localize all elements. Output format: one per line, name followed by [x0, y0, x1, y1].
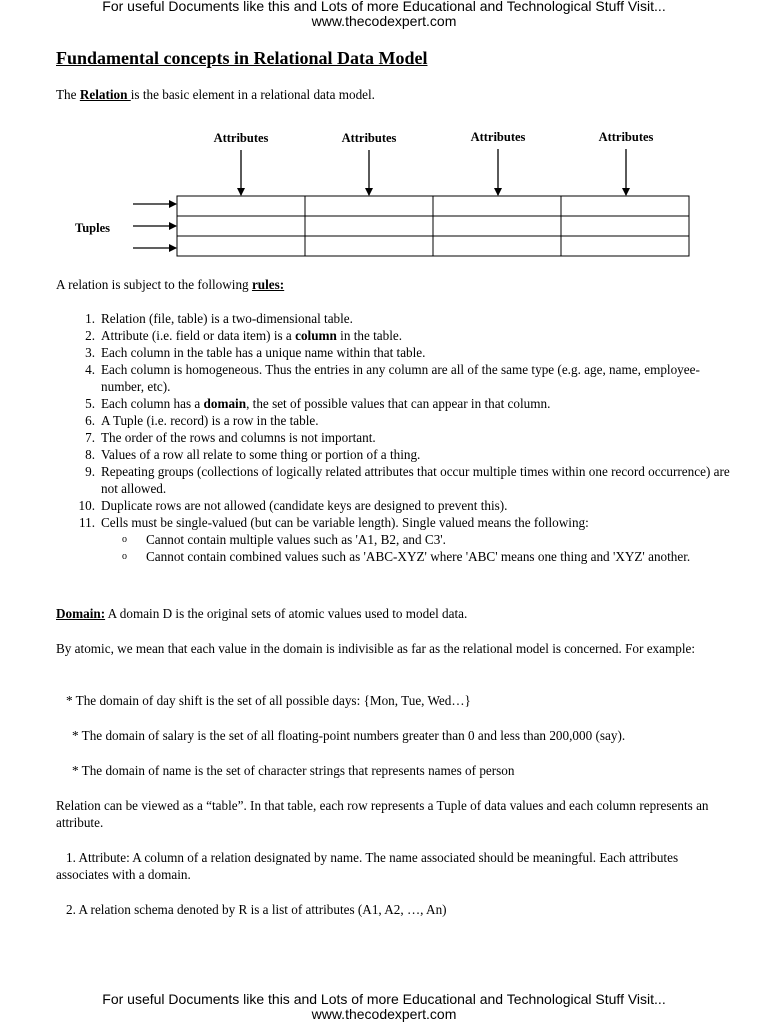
rule-number: 11. [79, 515, 95, 530]
footer-site-url: www.thecodexpert.com [311, 1006, 457, 1022]
rule-text: , the set of possible values that can appear in that column. [246, 396, 551, 411]
attribute-label: Attributes [213, 131, 269, 145]
rule-text: Each column is homogeneous. Thus the entries in any column are all of the same type (e.g. age, name, employee-number, etc). [101, 362, 700, 394]
rule-text: Cells must be single-valued (but can be variable length). Single valued means the following: [101, 515, 589, 530]
rule-number: 5. [85, 396, 95, 411]
rule-number: 10. [78, 498, 95, 513]
rule-item [56, 463, 736, 497]
domain-definition [56, 605, 726, 622]
attribute-label: Attributes [470, 130, 526, 144]
rule-number: 4. [85, 362, 95, 377]
intro-paragraph [56, 86, 726, 103]
rule-text: The order of the rows and columns is not important. [101, 430, 376, 445]
header-site-url: www.thecodexpert.com [311, 13, 457, 29]
rules-term: rules: [251, 277, 285, 292]
sub-rule-text: Cannot contain multiple values such as 'A1, B2, and C3'. [146, 532, 446, 547]
intro-prefix: The [56, 87, 80, 102]
rule-text: Each column in the table has a unique name within that table. [101, 345, 426, 360]
rule-number: 7. [85, 430, 95, 445]
bullet-marker: o [122, 534, 127, 545]
rule-text: Repeating groups (collections of logically related attributes that occur multiple times within one record occurrence) are not allowed. [101, 464, 730, 496]
rule-item [56, 361, 736, 395]
example-day-shift: * The domain of day shift is the set of all possible days: {Mon, Tue, Wed…} [66, 693, 471, 708]
rule-bold-term: column [295, 328, 337, 343]
table-paragraph: Relation can be viewed as a “table”. In that table, each row represents a Tuple of data values and each column represents an attribute. [56, 798, 709, 830]
attribute-definition: 1. Attribute: A column of a relation designated by name. The name associated should be meaningful. Each attributes associates with a domain. [56, 850, 679, 882]
rule-item [56, 327, 736, 344]
sub-rule-text: Cannot contain combined values such as 'ABC-XYZ' where 'ABC' means one thing and 'XYZ' another. [146, 549, 691, 564]
example-name: * The domain of name is the set of character strings that represents names of person [72, 763, 515, 778]
rule-item [56, 412, 736, 429]
page-footer [0, 992, 768, 1022]
relation-diagram [0, 120, 768, 265]
rule-sub-list [101, 531, 736, 565]
rules-intro [56, 276, 726, 293]
intro-suffix: is the basic element in a relational data model. [130, 87, 375, 102]
rule-text: Each column has a [101, 396, 204, 411]
relation-schema-definition: 2. A relation schema denoted by R is a list of attributes (A1, A2, …, An) [66, 902, 447, 917]
domain-term: Domain: [56, 606, 106, 621]
footer-promo-text: For useful Documents like this and Lots of more Educational and Technological Stuff Visit... [102, 991, 666, 1007]
rule-number: 6. [85, 413, 95, 428]
relation-term: Relation [79, 87, 131, 102]
rule-number: 2. [85, 328, 95, 343]
attribute-label: Attributes [598, 130, 654, 144]
rule-number: 8. [85, 447, 95, 462]
rule-number: 3. [85, 345, 95, 360]
rule-item [56, 429, 736, 446]
sub-rule-item [101, 531, 736, 548]
rule-text: Values of a row all relate to some thing or portion of a thing. [101, 447, 421, 462]
rule-item [56, 344, 736, 361]
rule-bold-term: domain [203, 396, 247, 411]
document-title: Fundamental concepts in Relational Data Model [56, 48, 428, 68]
rule-item [56, 446, 736, 463]
rule-item [56, 310, 736, 327]
rule-text: Relation (file, table) is a two-dimensional table. [101, 311, 353, 326]
header-promo-text: For useful Documents like this and Lots of more Educational and Technological Stuff Visit... [102, 0, 666, 14]
tuples-label: Tuples [75, 221, 110, 235]
attribute-label: Attributes [341, 131, 397, 145]
rule-item [56, 395, 736, 412]
atomic-paragraph: By atomic, we mean that each value in the domain is indivisible as far as the relational model is concerned. For example: [56, 641, 696, 656]
sub-rule-item [101, 548, 736, 565]
relation-table-grid [177, 196, 689, 256]
rule-text: Attribute (i.e. field or data item) is a [101, 328, 296, 343]
rule-number: 9. [85, 464, 95, 479]
bullet-marker: o [122, 551, 127, 562]
page-header [0, 0, 768, 29]
rule-text: Duplicate rows are not allowed (candidate keys are designed to prevent this). [101, 498, 508, 513]
rule-text: A Tuple (i.e. record) is a row in the table. [101, 413, 319, 428]
rules-list [56, 310, 736, 565]
rule-item [56, 497, 736, 514]
domain-text: A domain D is the original sets of atomic values used to model data. [105, 606, 468, 621]
rule-item [56, 514, 736, 565]
rules-intro-prefix: A relation is subject to the following [56, 277, 252, 292]
rule-number: 1. [85, 311, 95, 326]
rule-text: in the table. [336, 328, 403, 343]
example-salary: * The domain of salary is the set of all floating-point numbers greater than 0 and less than 200,000 (say). [72, 728, 626, 743]
